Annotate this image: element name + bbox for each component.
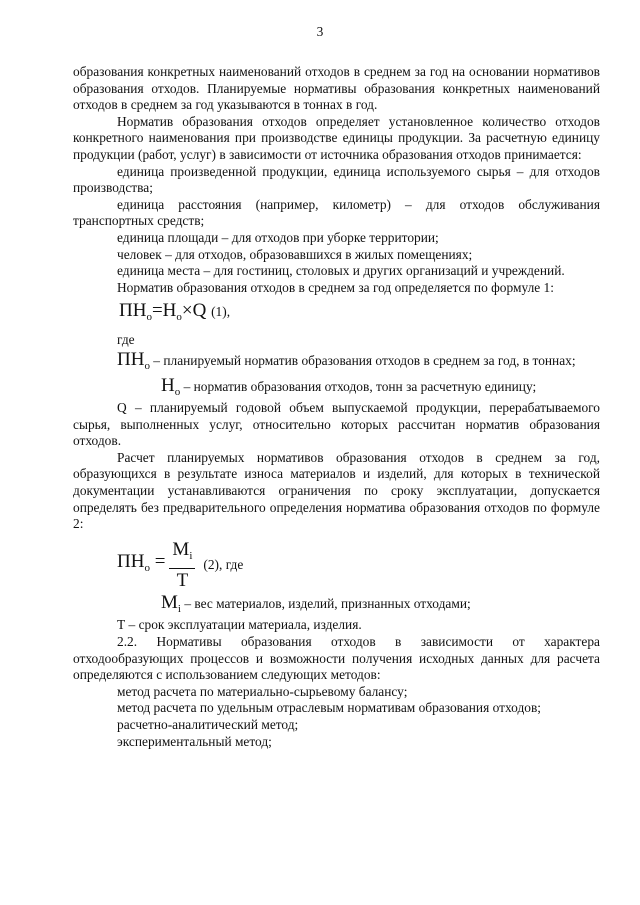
paragraph-wear-calculation: Расчет планируемых нормативов образования отходов в среднем за год, образующихся в результате износа материалов и изделий, для которых в технической документации устанавливаются ограничения по сроку эксплуатации, допускается определять без предварительного определения норматива образования отходов по формуле 2: <box>73 449 600 532</box>
list-item-experimental-method: экспериментальный метод; <box>117 733 272 749</box>
formula-2-denominator: Т <box>176 569 189 591</box>
formula-1-equals: = <box>151 300 163 322</box>
formula-1-op: ×Q <box>181 300 207 322</box>
formula-1-rhs-sub: о <box>176 311 182 324</box>
definition-m-symbol: $М_i$ <box>161 591 181 615</box>
definition-n-symbol: $Н_о$ <box>161 374 181 398</box>
formula-2-numerator: $М_i$ <box>169 538 195 569</box>
definition-t: Т – срок эксплуатации материала, изделия. <box>117 617 362 633</box>
formula-1-intro: Норматив образования отходов в среднем за год определяется по формуле 1: <box>117 279 554 295</box>
list-item-distance-unit: единица расстояния (например, километр) – для отходов обслуживания транспортных средств; <box>73 196 600 229</box>
formula-2-label: (2), где <box>203 556 244 572</box>
paragraph-methods: 2.2. Нормативы образования отходов в зависимости от характера отходообразующих процессов и возможности получения исходных данных для расчета определяются с использованием следующих методов: <box>73 634 600 683</box>
formula-1 <box>73 298 600 330</box>
list-item-place-unit: единица места – для гостиниц, столовых и других организаций и учреждений. <box>117 263 565 279</box>
formula-2 <box>73 539 600 591</box>
paragraph-norm-definition: Норматив образования отходов определяет установленное количество отходов конкретного наименования при производстве единицы продукции. За расчетную единицу продукции (работ, услуг) в зависимости от источника образования отходов принимается: <box>73 113 600 162</box>
formula-1-lhs-sub: о <box>146 311 152 324</box>
definition-pn <box>73 348 600 375</box>
definition-n <box>73 374 600 401</box>
formula-1-label: (1), <box>211 304 231 320</box>
formula-2-fraction <box>169 538 195 592</box>
page-number: 3 <box>316 24 324 39</box>
list-item-person: человек – для отходов, образовавшихся в жилых помещениях; <box>117 246 473 262</box>
formula-2-lhs: $ПН_о$ = <box>117 550 166 574</box>
formula-1-lhs: ПН <box>119 300 147 322</box>
document-body <box>73 64 600 750</box>
definition-q: Q – планируемый годовой объем выпускаемой продукции, перерабатываемого сырья, выполненных услуг, относительно которых рассчитан норматив образования отходов. <box>73 400 600 449</box>
list-item-specific-norms-method: метод расчета по удельным отраслевым нормативам образования отходов; <box>117 700 541 716</box>
where-label: где <box>117 332 135 348</box>
definition-m <box>73 591 600 618</box>
list-item-balance-method: метод расчета по материально-сырьевому балансу; <box>117 683 408 699</box>
list-item-analytic-method: расчетно-аналитический метод; <box>117 717 299 732</box>
definition-m-text: – вес материалов, изделий, признанных отходами; <box>180 595 471 611</box>
definition-pn-symbol: $ПН_о$ <box>117 348 150 372</box>
definition-pn-text: – планируемый норматив образования отходов в среднем за год, в тоннах; <box>149 352 576 368</box>
list-item-area-unit: единица площади – для отходов при уборке территории; <box>117 229 439 245</box>
definition-n-text: – норматив образования отходов, тонн за расчетную единицу; <box>180 378 537 394</box>
list-item-production-unit: единица произведенной продукции, единица используемого сырья – для отходов производства; <box>73 163 600 196</box>
formula-1-rhs: Н <box>162 300 177 322</box>
paragraph-continuation: образования конкретных наименований отходов в среднем за год на основании нормативов образования отходов. Планируемые нормативы образования конкретных наименований отходов в среднем за год указываются в тоннах в год. <box>73 64 600 113</box>
